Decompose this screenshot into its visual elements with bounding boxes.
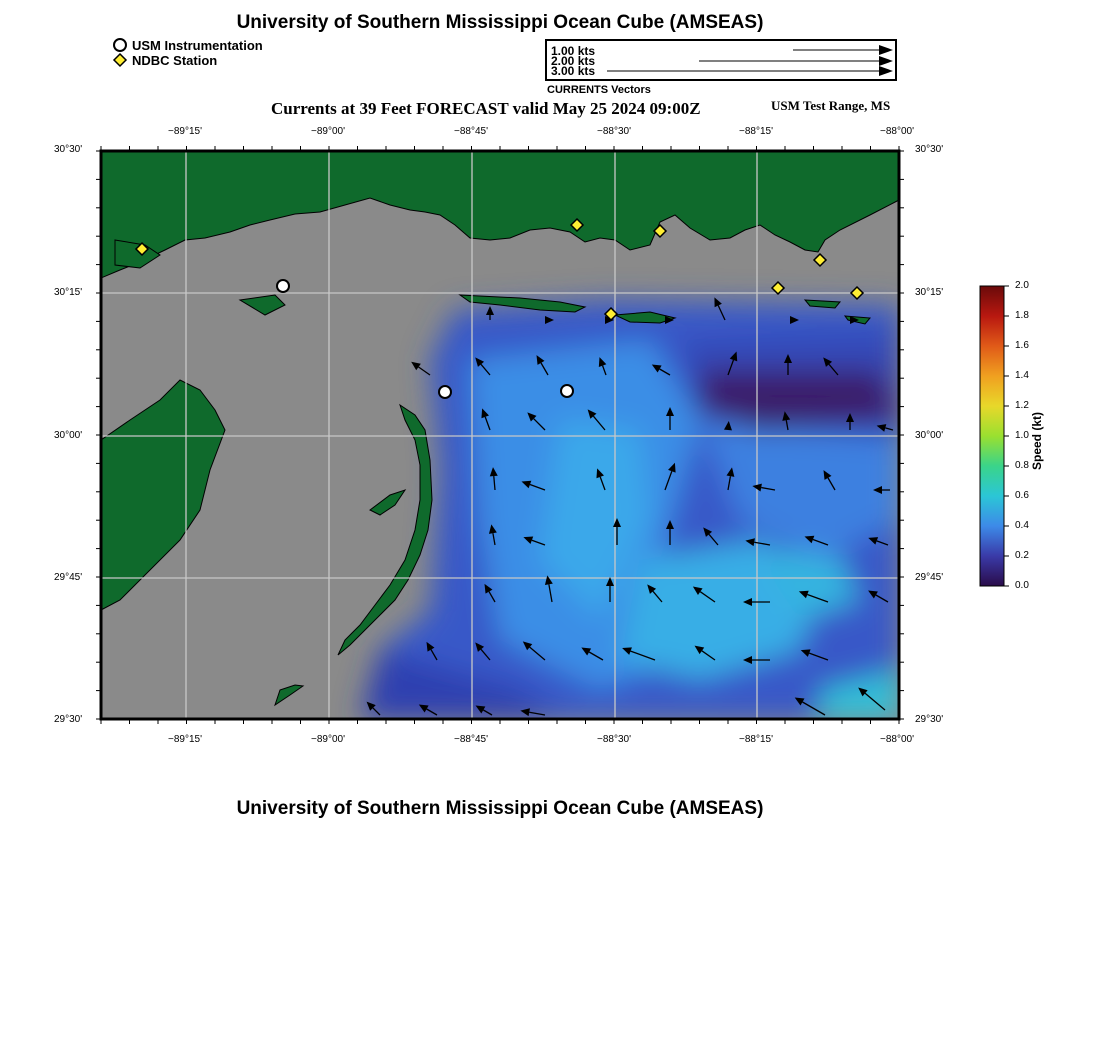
colorbar-tick-label: 1.6 <box>1015 340 1029 351</box>
lon-label-bottom: −88°45' <box>454 734 488 745</box>
colorbar-tick-label: 1.0 <box>1015 430 1029 441</box>
usm-station-marker[interactable] <box>439 386 451 398</box>
usm-station-marker[interactable] <box>561 385 573 397</box>
colorbar-tick-label: 2.0 <box>1015 280 1029 291</box>
vector-key-label-3: 3.00 kts <box>551 64 596 78</box>
lon-label-bottom: −88°00' <box>880 734 914 745</box>
lat-label-left: 29°30' <box>54 714 83 725</box>
lat-label-right: 30°30' <box>915 144 944 155</box>
lon-label-top: −89°00' <box>311 126 345 137</box>
colorbar-tick-label: 0.8 <box>1015 460 1029 471</box>
usm-station-marker[interactable] <box>277 280 289 292</box>
lon-label-bottom: −89°15' <box>168 734 202 745</box>
colorbar-tick-label: 1.4 <box>1015 370 1029 381</box>
lon-label-top: −89°15' <box>168 126 202 137</box>
vector-key-label-1: 1.00 kts <box>551 44 596 58</box>
lat-label-right: 29°45' <box>915 572 944 583</box>
lat-label-right: 30°00' <box>915 430 944 441</box>
lat-label-left: 30°15' <box>54 287 83 298</box>
colorbar-tick-label: 1.2 <box>1015 400 1029 411</box>
footer-title: University of Southern Mississippi Ocean Cube (AMSEAS) <box>236 798 764 819</box>
lon-label-top: −88°15' <box>739 126 773 137</box>
colorbar-tick-label: 0.6 <box>1015 490 1029 501</box>
lon-label-bottom: −88°30' <box>597 734 631 745</box>
colorbar-tick-label: 0.4 <box>1015 520 1029 531</box>
forecast-title: Currents at 39 Feet FORECAST valid May 25 2024 09:00Z <box>271 99 701 118</box>
page-title: University of Southern Mississippi Ocean Cube (AMSEAS) <box>236 12 764 33</box>
vector-key-label-2: 2.00 kts <box>551 54 596 68</box>
range-label: USM Test Range, MS <box>771 98 891 113</box>
colorbar-tick-label: 1.8 <box>1015 310 1029 321</box>
lon-label-bottom: −89°00' <box>311 734 345 745</box>
lat-label-right: 29°30' <box>915 714 944 725</box>
colorbar <box>975 280 1015 592</box>
lat-label-left: 30°30' <box>54 144 83 155</box>
lon-label-top: −88°45' <box>454 126 488 137</box>
legend-usm-label: USM Instrumentation <box>132 37 263 53</box>
colorbar-gradient <box>980 286 1004 586</box>
colorbar-tick-label: 0.2 <box>1015 550 1029 561</box>
legend-ndbc-label: NDBC Station <box>132 52 218 68</box>
colorbar-tick-label: 0.0 <box>1015 580 1029 591</box>
lon-label-top: −88°30' <box>597 126 631 137</box>
lon-label-bottom: −88°15' <box>739 734 773 745</box>
lat-label-left: 29°45' <box>54 572 83 583</box>
lat-label-right: 30°15' <box>915 287 944 298</box>
colorbar-label: Speed (kt) <box>1030 411 1044 470</box>
vector-key-caption: CURRENTS Vectors <box>547 84 651 96</box>
lon-label-top: −88°00' <box>880 126 914 137</box>
lat-label-left: 30°00' <box>54 430 83 441</box>
